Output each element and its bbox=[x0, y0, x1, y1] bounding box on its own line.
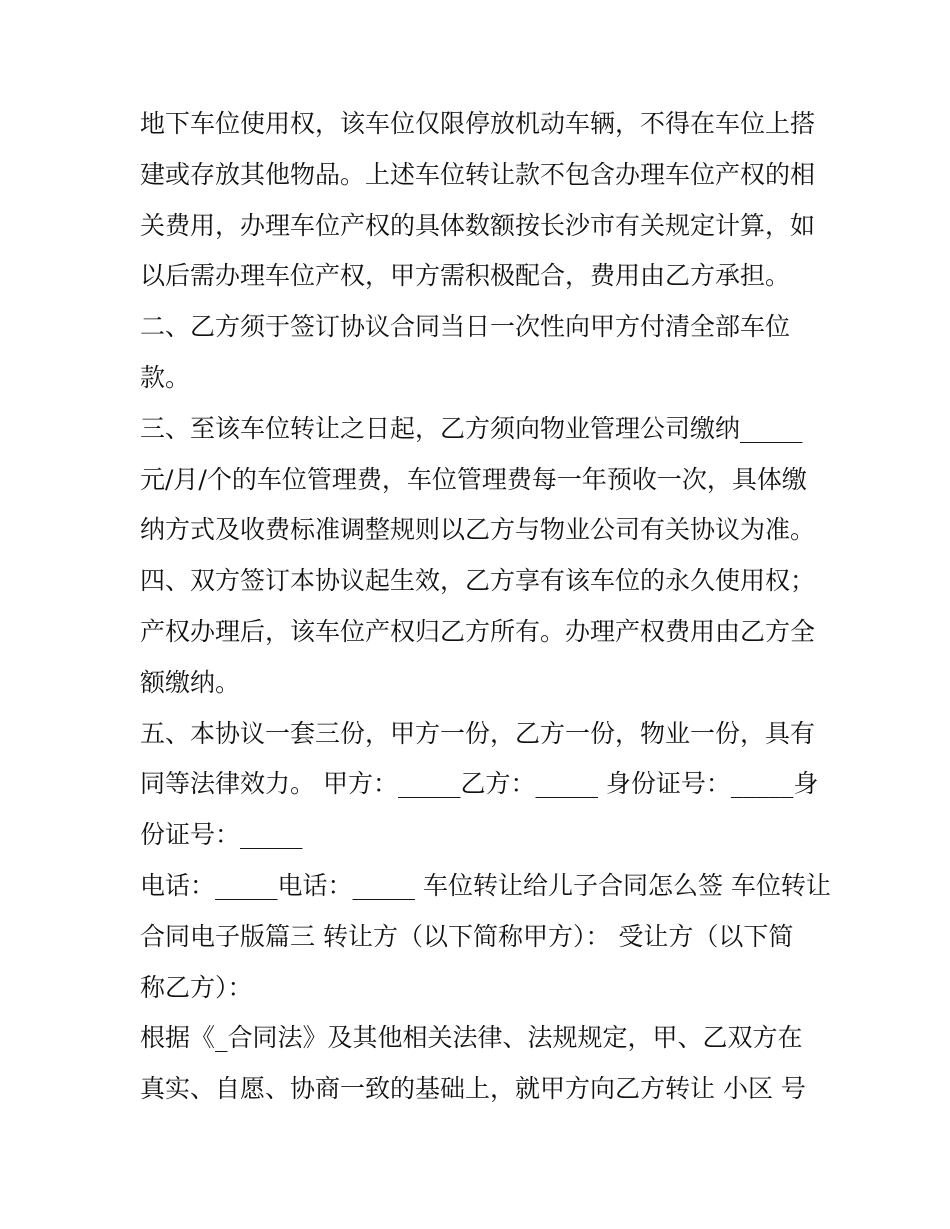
text-line: 三、至该车位转让之日起，乙方须向物业管理公司缴纳_____ bbox=[140, 413, 803, 443]
text-line: 建或存放其他物品。上述车位转让款不包含办理车位产权的相 bbox=[140, 159, 816, 189]
text-line: 以后需办理车位产权，甲方需积极配合，费用由乙方承担。 bbox=[140, 261, 791, 291]
text-line: 二、乙方须于签订协议合同当日一次性向甲方付清全部车位 bbox=[140, 312, 791, 342]
text-line: 纳方式及收费标准调整规则以乙方与物业公司有关协议为准。 bbox=[140, 515, 816, 545]
text-line: 额缴纳。 bbox=[140, 667, 241, 697]
text-line: 真实、自愿、协商一致的基础上，就甲方向乙方转让 小区 号 bbox=[140, 1074, 806, 1104]
text-line: 根据《_合同法》及其他相关法律、法规规定，甲、乙双方在 bbox=[140, 1023, 803, 1053]
text-line: 产权办理后，该车位产权归乙方所有。办理产权费用由乙方全 bbox=[140, 616, 816, 646]
text-line: 五、本协议一套三份，甲方一份，乙方一份，物业一份，具有 bbox=[140, 718, 816, 748]
text-line: 电话：_____电话：_____ 车位转让给儿子合同怎么签 车位转让 bbox=[140, 870, 831, 900]
text-line: 同等法律效力。 甲方：_____乙方：_____ 身份证号：_____身 bbox=[140, 769, 819, 799]
text-line: 元/月/个的车位管理费，车位管理费每一年预收一次，具体缴 bbox=[140, 464, 807, 494]
text-line: 份证号：_____ bbox=[140, 820, 303, 850]
document-body bbox=[140, 99, 831, 1115]
text-line: 地下车位使用权，该车位仅限停放机动车辆，不得在车位上搭 bbox=[140, 109, 816, 138]
text-line: 款。 bbox=[140, 362, 191, 392]
text-line: 称乙方）： bbox=[140, 972, 253, 1002]
text-line: 合同电子版篇三 转让方（以下简称甲方）： 受让方（以下简 bbox=[140, 921, 794, 951]
text-line: 关费用，办理车位产权的具体数额按长沙市有关规定计算，如 bbox=[140, 210, 816, 240]
text-line: 四、双方签订本协议起生效，乙方享有该车位的永久使用权； bbox=[140, 566, 816, 596]
